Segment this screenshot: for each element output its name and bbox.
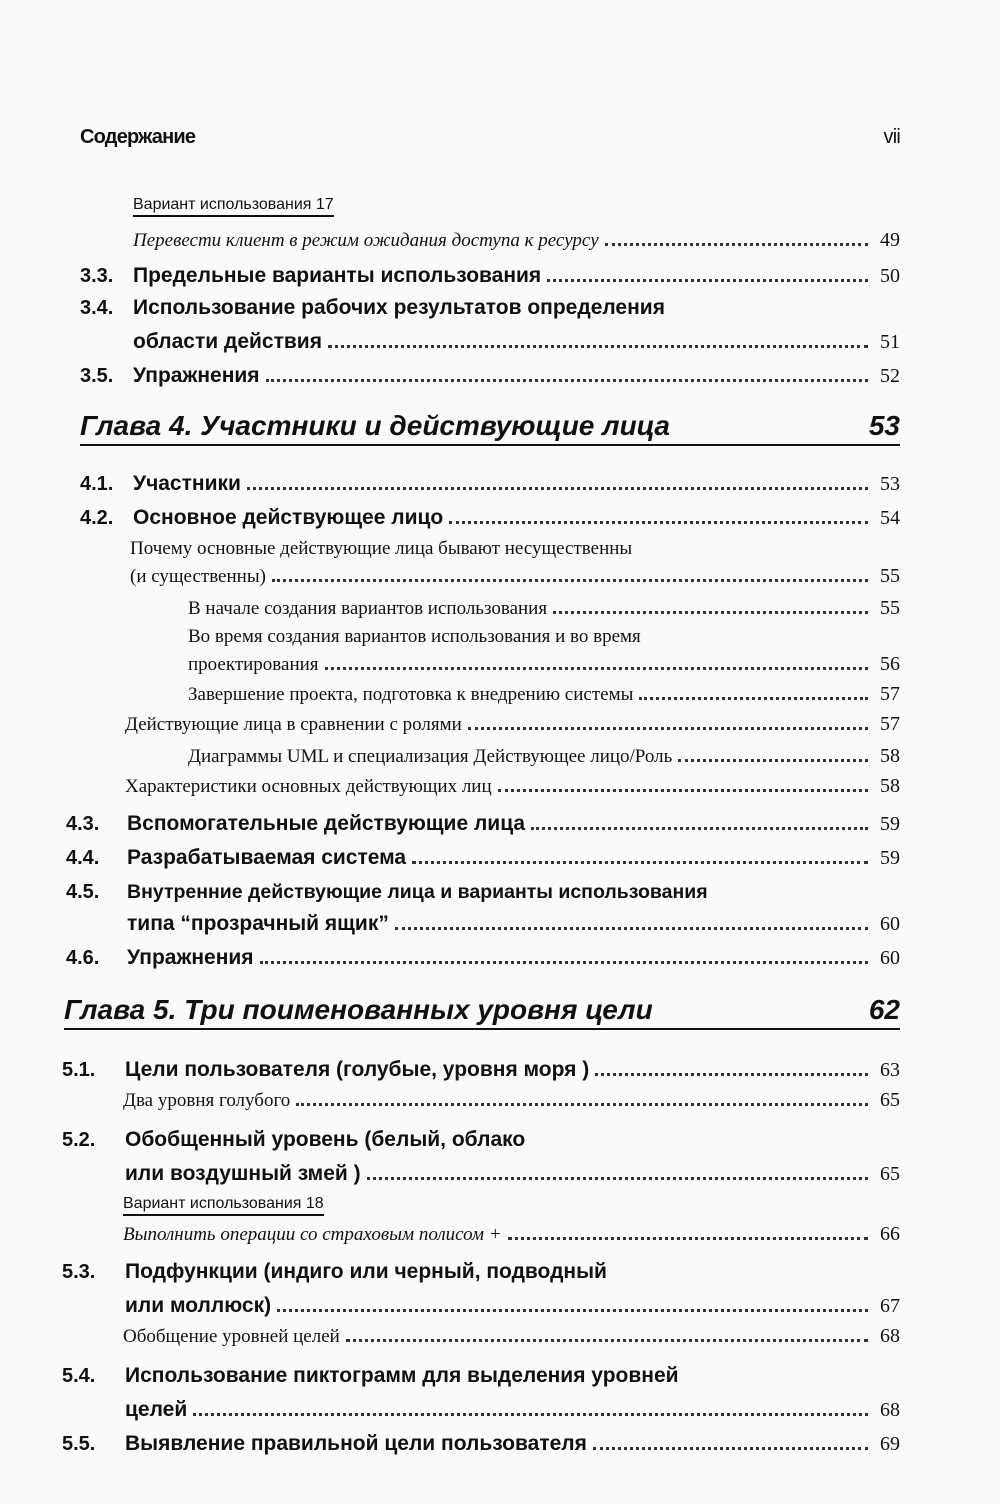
section-number: 4.2. [80,507,114,529]
toc-entry-5-4-line2[interactable] [0,1388,1000,1422]
toc-page-number: 68 [880,1325,900,1347]
toc-entry-text: Вспомогательные действующие лица [127,812,526,835]
toc-entry-text: Внутренние действующие лица и варианты использования [127,881,708,903]
toc-entry-4-5-line1[interactable] [0,870,1000,904]
toc-page-number: 60 [880,913,900,935]
dot-leader [547,278,868,282]
toc-entry-5-2-line2[interactable] [0,1152,1000,1186]
section-number: 5.2. [62,1129,96,1151]
toc-entry-3-3[interactable] [0,254,1000,288]
toc-entry-5-3-a[interactable] [0,1318,1000,1348]
toc-entry-text: Выполнить операции со страховым полисом + [123,1224,502,1245]
toc-entry-text: Выявление правильной цели пользователя [125,1432,587,1455]
toc-page-number: 58 [880,745,900,767]
section-number: 4.5. [66,881,100,903]
toc-entry-4-2-a2-line1[interactable] [0,620,1000,648]
toc-entry-text: Характеристики основных действующих лиц [125,776,492,797]
section-number: 4.6. [66,947,100,969]
toc-entry-text: Разрабатываемая система [127,846,407,869]
header-title: Содержание [80,126,196,148]
dot-leader [325,666,868,670]
toc-page-number: 49 [880,229,900,251]
toc-entry-4-2[interactable] [0,496,1000,530]
dot-leader [272,578,868,582]
toc-entry-text-cont: типа “прозрачный ящик” [127,912,389,935]
toc-entry-4-4[interactable] [0,836,1000,870]
section-number: 3.4. [80,297,114,319]
chapter-5-heading[interactable] [64,994,900,1030]
chapter-title: Глава 4. Участники и действующие лица [80,410,670,441]
toc-entry-5-1-a[interactable] [0,1082,1000,1112]
table-of-contents [0,196,1000,1456]
dot-leader [595,1072,868,1076]
toc-entry-text: Подфункции (индиго или черный, подводный [125,1260,607,1283]
toc-entry-text-cont: или воздушный змей ) [125,1162,361,1185]
toc-page-number: 59 [880,813,900,835]
toc-page-number: 54 [880,507,900,529]
toc-entry-text-cont: области действия [133,330,322,353]
toc-page-number: 66 [880,1223,900,1245]
toc-entry-text-cont: целей [125,1398,188,1421]
toc-entry-5-2-line1[interactable] [0,1112,1000,1152]
dot-leader [395,926,868,930]
section-number: 4.4. [66,847,100,869]
dot-leader [260,960,868,964]
use-case-17-label-row [0,196,1000,222]
toc-entry-3-4-line1[interactable] [0,288,1000,320]
chapter-page-number: 53 [868,410,900,441]
chapter-4-block [0,410,1000,446]
toc-page-number: 55 [880,597,900,619]
dot-leader [449,520,868,524]
toc-entry-text: Диаграммы UML и специализация Действующее лицо/Роль [188,746,673,767]
toc-entry-text: Основное действующее лицо [133,506,444,529]
dot-leader [498,788,868,792]
toc-page-number: 59 [880,847,900,869]
chapter-title: Глава 5. Три поименованных уровня цели [64,994,653,1025]
toc-page-number: 51 [880,331,900,353]
dot-leader [593,1446,868,1450]
toc-page-number: 57 [880,683,900,705]
section-number: 5.3. [62,1261,96,1283]
toc-entry-use-case-17[interactable] [0,222,1000,252]
dot-leader [531,826,868,830]
toc-page-number: 50 [880,265,900,287]
toc-entry-3-4-line2[interactable] [0,320,1000,354]
use-case-18-label-row [0,1186,1000,1216]
section-number: 3.3. [80,265,114,287]
toc-entry-text: Упражнения [127,946,254,969]
toc-entry-3-5[interactable] [0,354,1000,388]
toc-entry-use-case-18[interactable] [0,1216,1000,1246]
toc-entry-text: Почему основные действующие лица бывают несущественны [130,538,633,559]
toc-entry-4-2-b[interactable] [0,706,1000,736]
dot-leader [468,726,868,730]
toc-entry-text: Во время создания вариантов использования и во время [188,626,641,647]
dot-leader [247,486,868,490]
toc-entry-text: Участники [133,472,241,495]
dot-leader [605,242,868,246]
use-case-17-label: Вариант использования 17 [133,196,334,217]
toc-page-number: 68 [880,1399,900,1421]
toc-entry-4-2-b1[interactable] [0,736,1000,768]
toc-page-number: 65 [880,1089,900,1111]
toc-entry-4-1[interactable] [0,460,1000,496]
toc-entry-5-5[interactable] [0,1422,1000,1456]
toc-entry-text-cont: или моллюск) [125,1294,272,1317]
section-number: 5.5. [62,1433,96,1455]
section-number: 5.1. [62,1059,96,1081]
toc-entry-text: Завершение проекта, подготовка к внедрению системы [188,684,634,705]
section-number: 3.5. [80,365,114,387]
toc-entry-4-2-a-line1[interactable] [0,530,1000,560]
section-number: 4.3. [66,813,100,835]
toc-entry-text-cont: (и существенны) [130,566,266,587]
dot-leader [266,378,868,382]
toc-entry-4-2-c[interactable] [0,768,1000,798]
toc-entry-text: Перевести клиент в режим ожидания доступа к ресурсу [133,230,599,251]
toc-entry-text: Использование пиктограмм для выделения уровней [125,1364,679,1387]
toc-entry-text: Предельные варианты использования [133,264,542,287]
dot-leader [553,610,868,614]
dot-leader [508,1236,868,1240]
toc-entry-4-2-a1[interactable] [0,588,1000,620]
dot-leader [639,696,868,700]
toc-entry-4-6[interactable] [0,936,1000,970]
toc-page-number: 52 [880,365,900,387]
toc-entry-4-3[interactable] [0,798,1000,836]
toc-entry-text: Обобщение уровней целей [123,1326,340,1347]
dot-leader [412,860,868,864]
dot-leader [367,1176,868,1180]
section-number: 5.4. [62,1365,96,1387]
dot-leader [296,1102,868,1106]
toc-page-number: 56 [880,653,900,675]
dot-leader [277,1308,868,1312]
toc-page-number: 58 [880,775,900,797]
toc-entry-5-1[interactable] [0,1046,1000,1082]
chapter-page-number: 62 [868,994,900,1025]
toc-page-number: 63 [880,1059,900,1081]
toc-entry-4-2-a-line2[interactable] [0,560,1000,588]
toc-entry-text: В начале создания вариантов использования [188,598,548,619]
toc-entry-5-3-line1[interactable] [0,1246,1000,1284]
toc-page-number: 67 [880,1295,900,1317]
toc-entry-4-5-line2[interactable] [0,904,1000,936]
toc-entry-text: Использование рабочих результатов определения [133,296,665,319]
chapter-4-heading[interactable] [80,410,900,446]
use-case-18-label: Вариант использования 18 [123,1195,324,1216]
dot-leader [678,758,868,762]
toc-entry-text: Два уровня голубого [123,1090,291,1111]
toc-page-number: 65 [880,1163,900,1185]
toc-entry-text-cont: проектирования [188,654,319,675]
header-page-number: vii [883,126,900,148]
running-header [80,126,900,149]
toc-entry-5-4-line1[interactable] [0,1348,1000,1388]
toc-entry-text: Упражнения [133,364,260,387]
dot-leader [328,344,868,348]
dot-leader [193,1412,868,1416]
section-number: 4.1. [80,473,114,495]
toc-entry-5-3-line2[interactable] [0,1284,1000,1318]
toc-page-number: 57 [880,713,900,735]
toc-entry-text: Действующие лица в сравнении с ролями [125,714,462,735]
toc-entry-text: Цели пользователя (голубые, уровня моря ) [125,1058,590,1081]
toc-entry-text: Обобщенный уровень (белый, облако [125,1128,526,1151]
toc-page-number: 53 [880,473,900,495]
chapter-5-block [0,994,1000,1030]
toc-entry-4-2-a3[interactable] [0,676,1000,706]
toc-entry-4-2-a2-line2[interactable] [0,648,1000,676]
toc-page-number: 60 [880,947,900,969]
dot-leader [346,1338,868,1342]
toc-page-number: 55 [880,565,900,587]
toc-page-number: 69 [880,1433,900,1455]
